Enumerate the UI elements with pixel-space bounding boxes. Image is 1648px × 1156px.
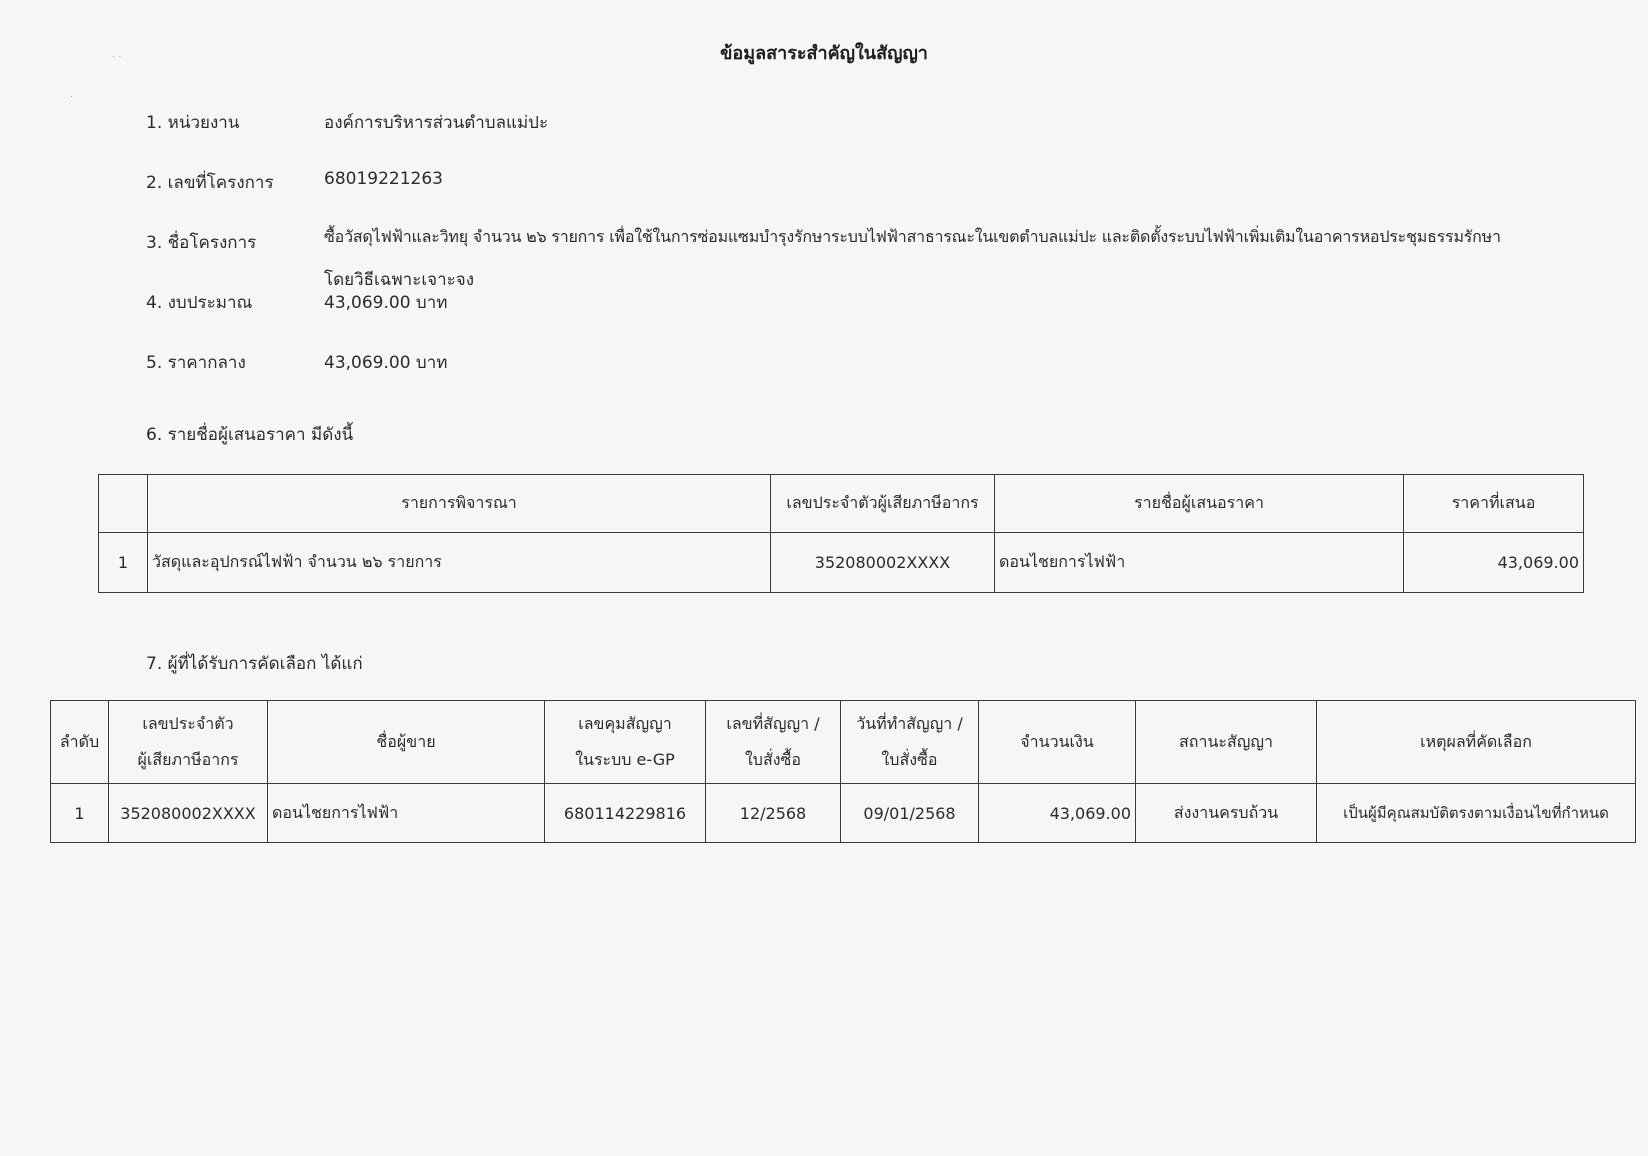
bidders-header-index [99,475,148,533]
selected-header-contract-status [1136,701,1317,784]
selected-cell-amount: 43,069.00 [979,784,1136,843]
selected-header-seller-name [268,701,545,784]
field-value-agency: องค์การบริหารส่วนตำบลแม่ปะ [324,113,549,133]
bidders-cell-bidder-name: ดอนไชยการไฟฟ้า [995,533,1404,593]
selected-cell-order: 1 [51,784,109,843]
bidders-cell-tax-id: 352080002XXXX [771,533,995,593]
selected-section-label: 7. ผู้ที่ได้รับการคัดเลือก ได้แก่ [146,654,363,674]
selected-cell-seller-name: ดอนไชยการไฟฟ้า [268,784,545,843]
bidders-section-label: 6. รายชื่อผู้เสนอราคา มีดังนี้ [146,425,354,445]
table-row [99,533,1584,593]
selected-header-contract-number [706,701,841,784]
selected-cell-contract-status: ส่งงานครบถ้วน [1136,784,1317,843]
selected-header-egp-number [545,701,706,784]
field-value-median-price: 43,069.00 บาท [324,353,448,373]
selected-header-tax-id-line1: เลขประจำตัว [142,714,234,733]
bidders-header-item: รายการพิจารณา [148,475,771,533]
selected-header-contract-date-line1: วันที่ทำสัญญา / [856,714,963,733]
selected-cell-egp-number: 680114229816 [545,784,706,843]
selected-header-selection-reason [1317,701,1636,784]
selected-cell-contract-date: 09/01/2568 [841,784,979,843]
selected-header-tax-id-line2: ผู้เสียภาษีอากร [137,750,239,769]
bidders-cell-offered-price: 43,069.00 [1404,533,1584,593]
selected-cell-selection-reason: เป็นผู้มีคุณสมบัติตรงตามเงื่อนไขที่กำหนด [1317,784,1636,843]
selected-cell-contract-number: 12/2568 [706,784,841,843]
bidders-table [98,474,1584,593]
selected-header-selection-reason-line1: เหตุผลที่คัดเลือก [1420,732,1532,751]
field-value-project-number: 68019221263 [324,169,443,189]
selected-table-header-row [51,701,1636,784]
selected-header-amount-line1: จำนวนเงิน [1020,732,1094,751]
selected-header-contract-number-line2: ใบสั่งซื้อ [744,750,801,769]
selected-header-contract-status-line1: สถานะสัญญา [1179,732,1273,751]
selected-header-order [51,701,109,784]
scan-speck: · · [112,52,122,63]
field-label-budget: 4. งบประมาณ [146,293,253,313]
table-row [51,784,1636,843]
selected-header-amount [979,701,1136,784]
selected-cell-tax-id: 352080002XXXX [109,784,268,843]
selected-table [50,700,1636,843]
field-label-median-price: 5. ราคากลาง [146,353,246,373]
selected-header-contract-date [841,701,979,784]
field-label-project-number: 2. เลขที่โครงการ [146,173,274,193]
document-title: ข้อมูลสาระสำคัญในสัญญา [720,43,928,64]
selected-header-order-line1: ลำดับ [59,732,100,751]
scan-speck: · [70,92,74,103]
bidders-header-bidder-name: รายชื่อผู้เสนอราคา [995,475,1404,533]
field-value-project-name-line2: โดยวิธีเฉพาะเจาะจง [324,270,475,290]
selected-header-contract-date-line2: ใบสั่งซื้อ [881,750,938,769]
bidders-header-offered-price: ราคาที่เสนอ [1404,475,1584,533]
selected-header-egp-number-line1: เลขคุมสัญญา [578,714,672,733]
field-value-project-name: ซื้อวัสดุไฟฟ้าและวิทยุ จำนวน ๒๖ รายการ เพื่อใช้ในการซ่อมแซมบำรุงรักษาระบบไฟฟ้าสาธารณะในเขตตำบลแม่ปะ และติดตั้งระบบไฟฟ้าเพิ่มเติมในอาคารหอประชุมธรรมรักษา [324,227,1501,246]
bidders-cell-item: วัสดุและอุปกรณ์ไฟฟ้า จำนวน ๒๖ รายการ [148,533,771,593]
selected-header-tax-id [109,701,268,784]
selected-header-contract-number-line1: เลขที่สัญญา / [726,714,820,733]
field-value-budget: 43,069.00 บาท [324,293,448,313]
bidders-table-header-row [99,475,1584,533]
selected-header-egp-number-line2: ในระบบ e-GP [575,750,675,769]
field-label-project-name: 3. ชื่อโครงการ [146,233,257,253]
bidders-cell-index: 1 [99,533,148,593]
bidders-header-tax-id: เลขประจำตัวผู้เสียภาษีอากร [771,475,995,533]
field-label-agency: 1. หน่วยงาน [146,113,240,133]
selected-header-seller-name-line1: ชื่อผู้ขาย [376,732,436,751]
